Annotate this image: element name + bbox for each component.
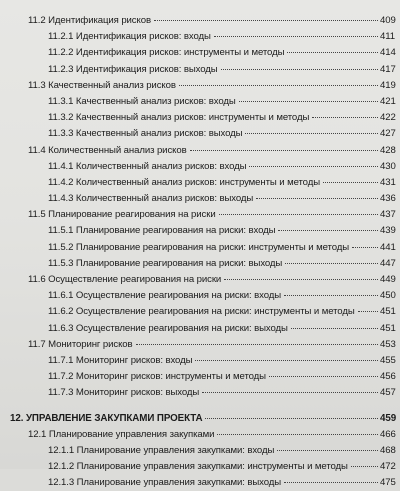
- toc-entry-page-number: 475: [380, 477, 396, 489]
- toc-entry-page-number: 431: [380, 176, 396, 188]
- dot-leader: [195, 351, 378, 361]
- toc-entry-title: 11.2.1 Идентификация рисков: входы: [48, 31, 211, 43]
- toc-entry-title: 11.6.3 Осуществление реагирования на риски: выходы: [48, 322, 288, 334]
- dot-leader: [284, 473, 378, 483]
- dot-leader: [312, 108, 378, 118]
- dot-leader: [239, 92, 378, 102]
- toc-entry-title: 11.5.1 Планирование реагирования на риски: входы: [48, 225, 276, 237]
- toc-entry-page-number: 439: [380, 225, 396, 237]
- dot-leader: [291, 319, 378, 329]
- toc-entry-page-number: 468: [380, 444, 396, 456]
- toc-entry-title: 11.3.3 Качественный анализ рисков: выходы: [48, 128, 243, 140]
- toc-entry-page-number: 421: [380, 95, 396, 107]
- toc-entry-title: 11.4.2 Количественный анализ рисков: инструменты и методы: [48, 176, 321, 188]
- toc-entry-page-number: 422: [380, 112, 396, 124]
- dot-leader: [245, 124, 378, 134]
- toc-entry-page-number: 451: [380, 306, 396, 318]
- dot-leader: [351, 457, 378, 467]
- toc-entry-title: 11.7.3 Мониторинг рисков: выходы: [48, 387, 200, 399]
- toc-entry-page-number: 409: [380, 15, 396, 26]
- dot-leader: [287, 43, 378, 53]
- toc-entry-title: 11.4 Количественный анализ рисков: [28, 144, 187, 156]
- toc-entry-page-number: 411: [380, 31, 395, 43]
- dot-leader: [352, 238, 378, 248]
- toc-entry-title: 11.7 Мониторинг рисков: [28, 338, 133, 350]
- toc-entry-title: 11.7.2 Мониторинг рисков: инструменты и методы: [48, 371, 266, 383]
- toc-entry-title: 11.5 Планирование реагирования на риски: [28, 209, 216, 221]
- dot-leader: [217, 425, 378, 435]
- toc-entry-page-number: 457: [380, 387, 396, 399]
- dot-leader: [219, 205, 378, 215]
- toc-entry-title: 11.3.2 Качественный анализ рисков: инструменты и методы: [48, 112, 310, 124]
- dot-leader: [205, 409, 378, 419]
- toc-entry[interactable]: [0, 385, 400, 401]
- dot-leader: [221, 60, 378, 70]
- toc-entry-page-number: 419: [380, 79, 396, 91]
- toc-entry-page-number: 428: [380, 144, 396, 156]
- toc-entry-title: 11.2.2 Идентификация рисков: инструменты и методы: [48, 47, 285, 59]
- toc-entry-page-number: 430: [380, 160, 396, 172]
- dot-leader: [269, 367, 378, 377]
- dot-leader: [179, 76, 378, 86]
- toc-entry-page-number: 472: [380, 461, 396, 473]
- toc-entry-title: 12.1.3 Планирование управления закупками: выходы: [48, 477, 282, 489]
- dot-leader: [285, 254, 378, 264]
- toc-entry-title: 11.6.2 Осуществление реагирования на риски: инструменты и методы: [48, 306, 355, 318]
- toc-entry[interactable]: [0, 475, 400, 491]
- toc-entry-page-number: 451: [380, 322, 396, 334]
- toc-entry-title: 11.2 Идентификация рисков: [28, 15, 151, 26]
- dot-leader: [323, 173, 378, 183]
- dot-leader: [249, 157, 378, 167]
- toc-entry-page-number: 447: [380, 257, 396, 269]
- toc-entry-page-number: 436: [380, 193, 396, 205]
- dot-leader: [358, 302, 378, 312]
- toc-entry-title: 11.6 Осуществление реагирования на риски: [28, 274, 222, 285]
- dot-leader: [277, 441, 378, 451]
- toc-entry[interactable]: [0, 443, 400, 459]
- toc-entry-title: 12. УПРАВЛЕНИЕ ЗАКУПКАМИ ПРОЕКТА: [10, 412, 203, 424]
- toc-entry-title: 11.2.3 Идентификация рисков: выходы: [48, 63, 218, 75]
- toc-entry-title: 11.5.2 Планирование реагирования на риски: инструменты и методы: [48, 241, 350, 253]
- toc-entry-page-number: 459: [380, 412, 397, 424]
- dot-leader: [202, 383, 378, 393]
- toc-entry-title: 11.6.1 Осуществление реагирования на риски: входы: [48, 290, 282, 302]
- toc-entry-page-number: 427: [380, 128, 396, 140]
- toc-entry-title: 12.1.2 Планирование управления закупками: инструменты и методы: [48, 461, 348, 473]
- dot-leader: [224, 270, 378, 280]
- toc-entry-page-number: 449: [380, 274, 396, 285]
- dot-leader: [278, 221, 378, 231]
- toc-entry-page-number: 450: [380, 290, 396, 302]
- table-of-contents: [0, 13, 400, 491]
- toc-entry-title: 11.5.3 Планирование реагирования на риски: выходы: [48, 257, 283, 269]
- toc-entry-page-number: 466: [380, 428, 396, 440]
- dot-leader: [154, 11, 378, 21]
- toc-entry-title: 12.1 Планирование управления закупками: [28, 428, 215, 440]
- toc-entry-title: 11.7.1 Мониторинг рисков: входы: [48, 354, 193, 366]
- toc-entry-page-number: 417: [380, 63, 396, 75]
- toc-entry-title: 11.3.1 Качественный анализ рисков: входы: [48, 95, 236, 107]
- toc-entry-page-number: 456: [380, 371, 396, 383]
- toc-entry-page-number: 414: [380, 47, 396, 59]
- dot-leader: [284, 286, 378, 296]
- dot-leader: [136, 335, 378, 345]
- toc-entry-page-number: 441: [380, 241, 396, 253]
- toc-entry[interactable]: [0, 223, 400, 239]
- toc-entry-title: 12.1.1 Планирование управления закупками: входы: [48, 444, 275, 456]
- toc-entry[interactable]: [0, 288, 400, 304]
- toc-entry-title: 11.4.3 Количественный анализ рисков: выходы: [48, 193, 254, 205]
- toc-entry-page-number: 437: [380, 209, 396, 221]
- toc-entry-page-number: 453: [380, 338, 396, 350]
- toc-entry-title: 11.3 Качественный анализ рисков: [28, 79, 176, 91]
- dot-leader: [214, 27, 378, 37]
- dot-leader: [190, 141, 378, 151]
- dot-leader: [256, 189, 378, 199]
- toc-entry-title: 11.4.1 Количественный анализ рисков: входы: [48, 160, 247, 172]
- toc-entry-page-number: 455: [380, 354, 396, 366]
